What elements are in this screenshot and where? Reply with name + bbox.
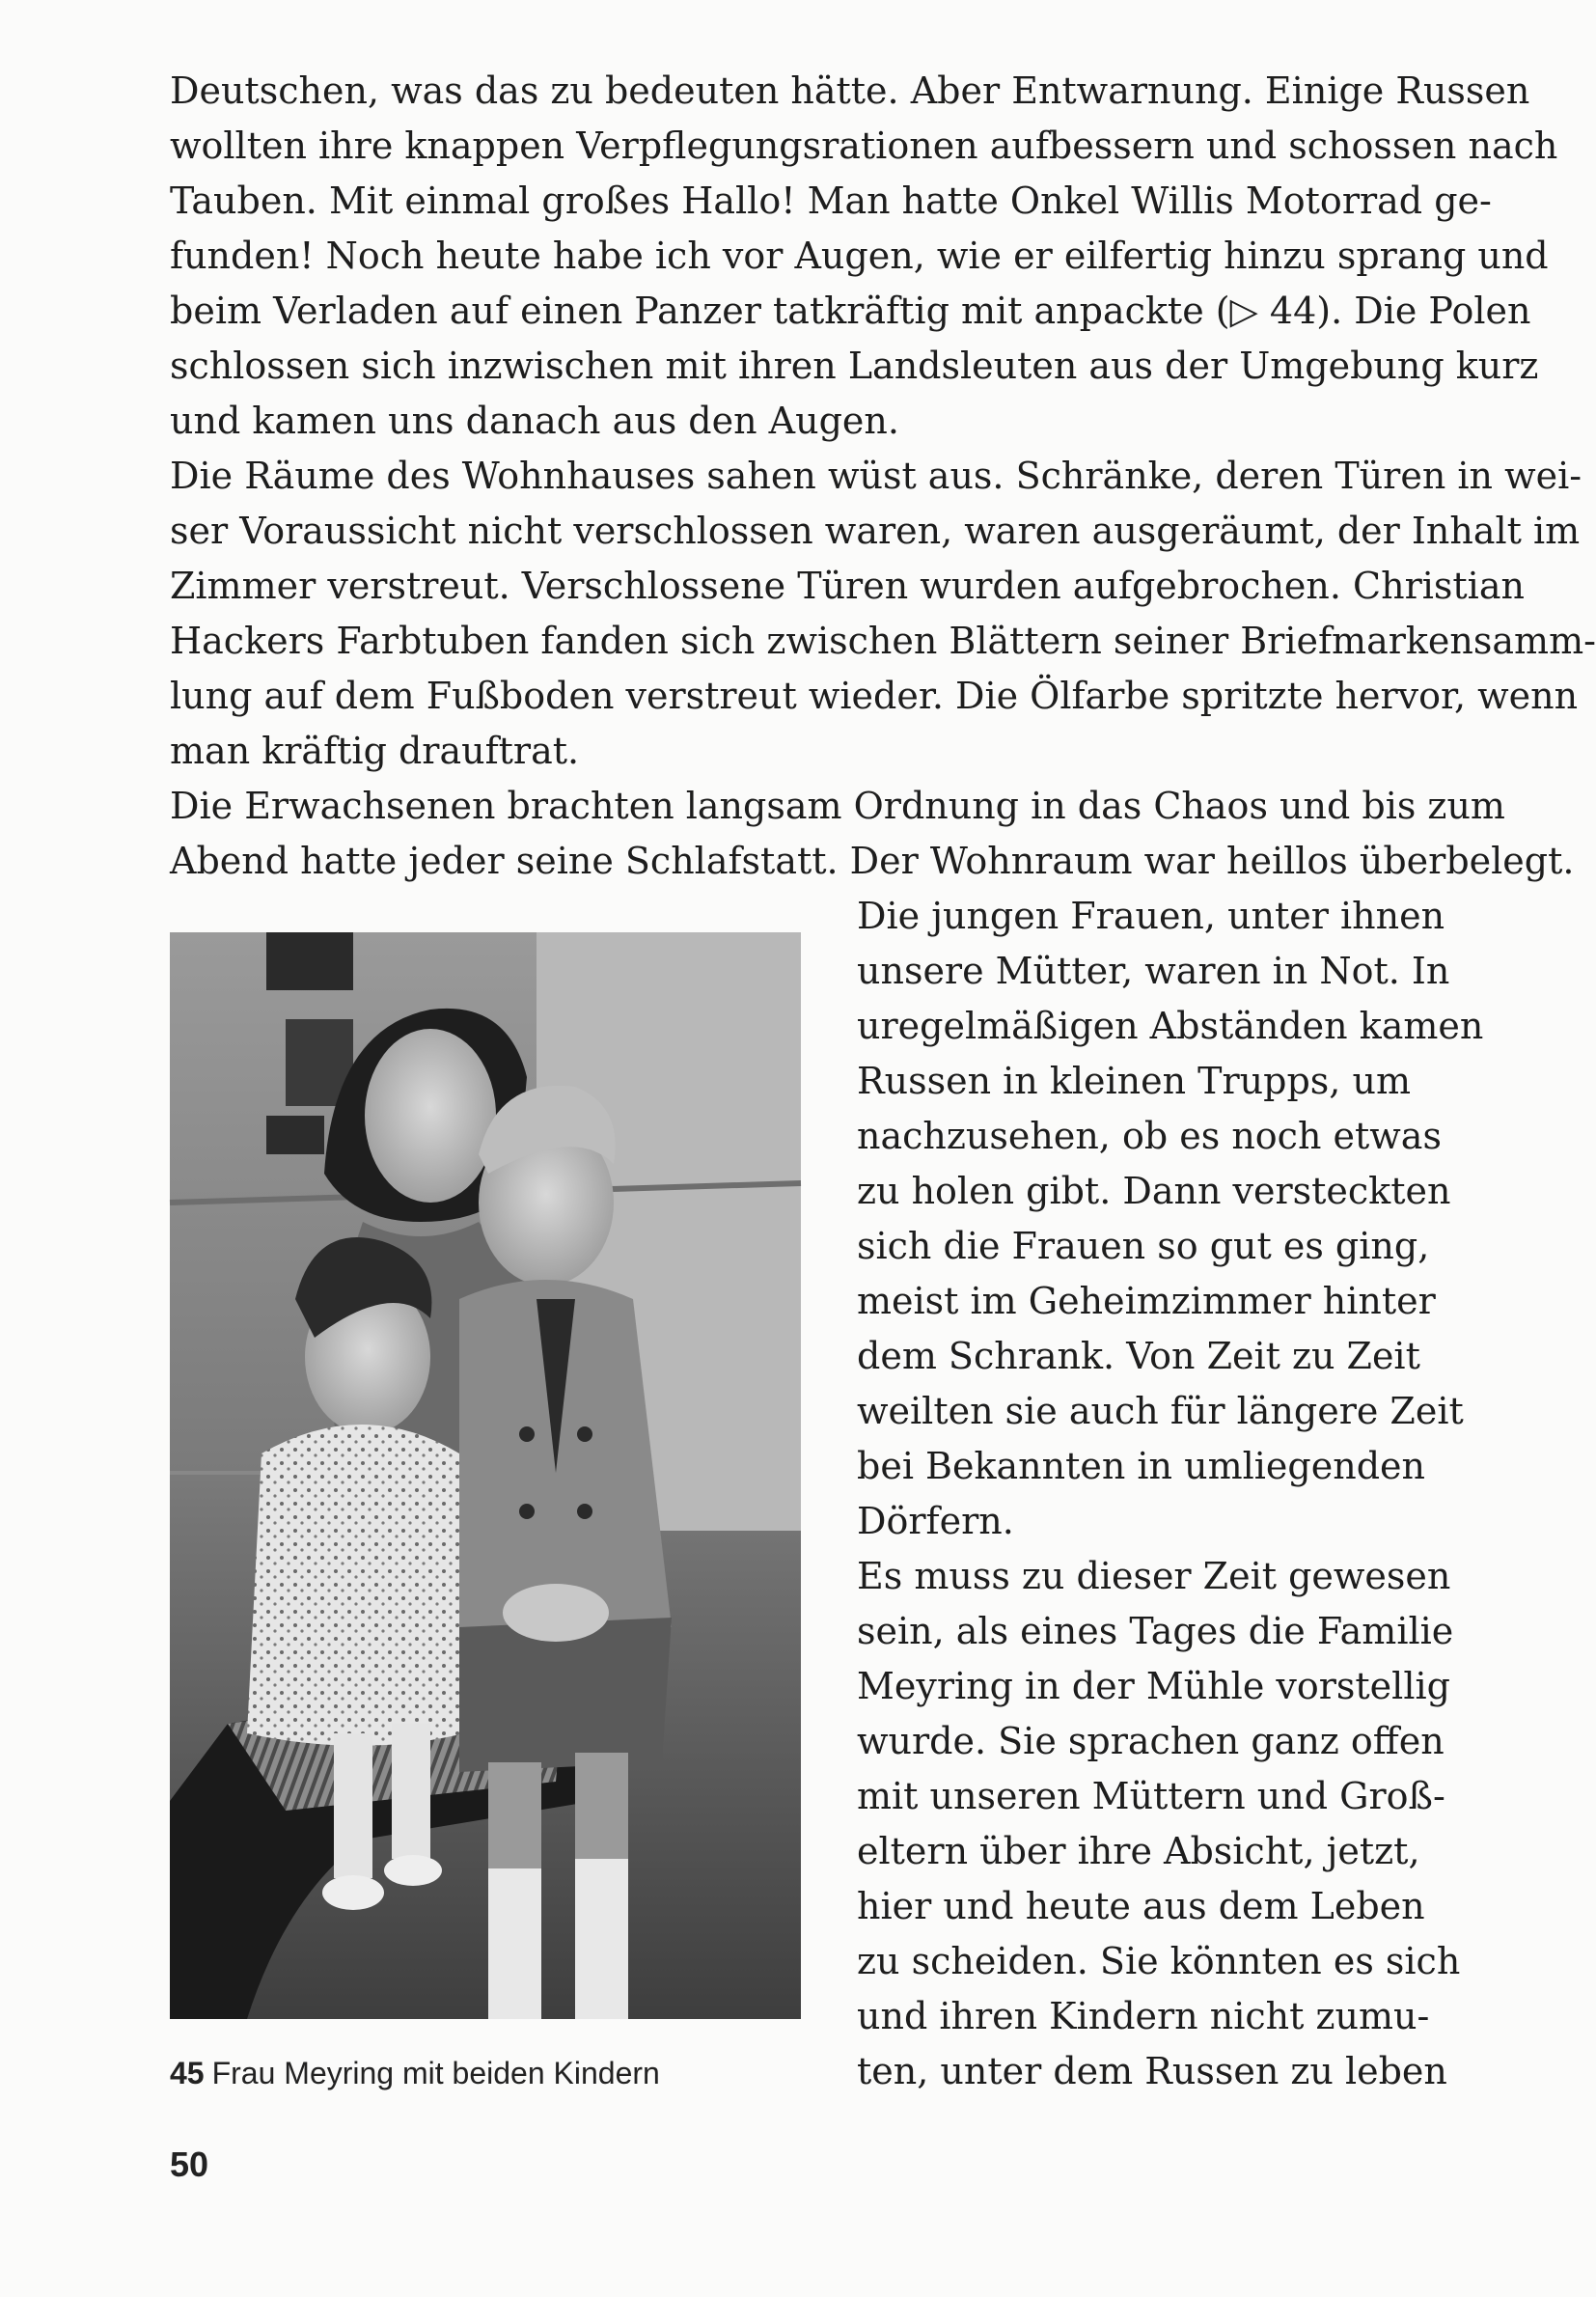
text-line: Abend hatte jeder seine Schlafstatt. Der Wohnraum war heillos überbelegt. <box>170 840 1575 882</box>
caption-number: 45 <box>170 2056 205 2090</box>
text-line: lung auf dem Fußboden verstreut wieder. Die Ölfarbe spritzte hervor, wenn <box>170 675 1579 717</box>
text-line: Die jungen Frauen, unter ihnen <box>857 895 1445 937</box>
text-line: schlossen sich inzwischen mit ihren Landsleuten aus der Umgebung kurz <box>170 345 1539 387</box>
text-line: und kamen uns danach aus den Augen. <box>170 400 899 442</box>
text-line: zu scheiden. Sie könnten es sich <box>857 1940 1461 1982</box>
text-line: mit unseren Müttern und Groß- <box>857 1775 1445 1817</box>
text-line: Deutschen, was das zu bedeuten hätte. Aber Entwarnung. Einige Russen <box>170 69 1530 112</box>
text-line: unsere Mütter, waren in Not. In <box>857 950 1450 992</box>
text-line: meist im Geheimzimmer hinter <box>857 1280 1436 1322</box>
page-number: 50 <box>170 2145 209 2184</box>
text-line: man kräftig drauftrat. <box>170 730 580 772</box>
text-line: eltern über ihre Absicht, jetzt, <box>857 1830 1420 1872</box>
text-line: wurde. Sie sprachen ganz offen <box>857 1720 1445 1762</box>
text-line: Meyring in der Mühle vorstellig <box>857 1665 1450 1707</box>
text-line: Zimmer verstreut. Verschlossene Türen wurden aufgebrochen. Christian <box>170 565 1525 607</box>
text-line: Dörfern. <box>857 1500 1014 1542</box>
text-line: beim Verladen auf einen Panzer tatkräftig mit anpackte (▷ 44). Die Polen <box>170 290 1531 332</box>
text-line: sich die Frauen so gut es ging, <box>857 1225 1430 1267</box>
text-line: zu holen gibt. Dann versteckten <box>857 1170 1451 1212</box>
text-line: Die Erwachsenen brachten langsam Ordnung in das Chaos und bis zum <box>170 785 1505 827</box>
text-line: Die Räume des Wohnhauses sahen wüst aus. Schränke, deren Türen in wei- <box>170 455 1582 497</box>
text-line: bei Bekannten in umliegenden <box>857 1445 1425 1487</box>
photo-caption <box>170 2056 660 2091</box>
text-line: uregelmäßigen Abständen kamen <box>857 1005 1484 1047</box>
text-line: Es muss zu dieser Zeit gewesen <box>857 1555 1451 1597</box>
photo-illustration <box>170 932 801 2019</box>
text-line: funden! Noch heute habe ich vor Augen, wie er eilfertig hinzu sprang und <box>170 235 1549 277</box>
text-line: Hackers Farbtuben fanden sich zwischen Blättern seiner Briefmarkensamm- <box>170 620 1596 662</box>
text-line: Russen in kleinen Trupps, um <box>857 1060 1411 1102</box>
text-line: dem Schrank. Von Zeit zu Zeit <box>857 1335 1420 1377</box>
text-line: und ihren Kindern nicht zumu- <box>857 1995 1430 2037</box>
text-line: ten, unter dem Russen zu leben <box>857 2050 1447 2092</box>
text-line: nachzusehen, ob es noch etwas <box>857 1115 1442 1157</box>
text-line: Tauben. Mit einmal großes Hallo! Man hatte Onkel Willis Motorrad ge- <box>170 180 1492 222</box>
text-line: wollten ihre knappen Verpflegungsrationen aufbessern und schossen nach <box>170 125 1558 167</box>
text-line: ser Voraussicht nicht verschlossen waren, waren ausgeräumt, der Inhalt im <box>170 510 1581 552</box>
caption-text: Frau Meyring mit beiden Kindern <box>211 2056 660 2090</box>
text-line: hier und heute aus dem Leben <box>857 1885 1425 1927</box>
photo-frau-meyring <box>170 932 801 2019</box>
text-line: weilten sie auch für längere Zeit <box>857 1390 1464 1432</box>
text-line: sein, als eines Tages die Familie <box>857 1610 1454 1652</box>
